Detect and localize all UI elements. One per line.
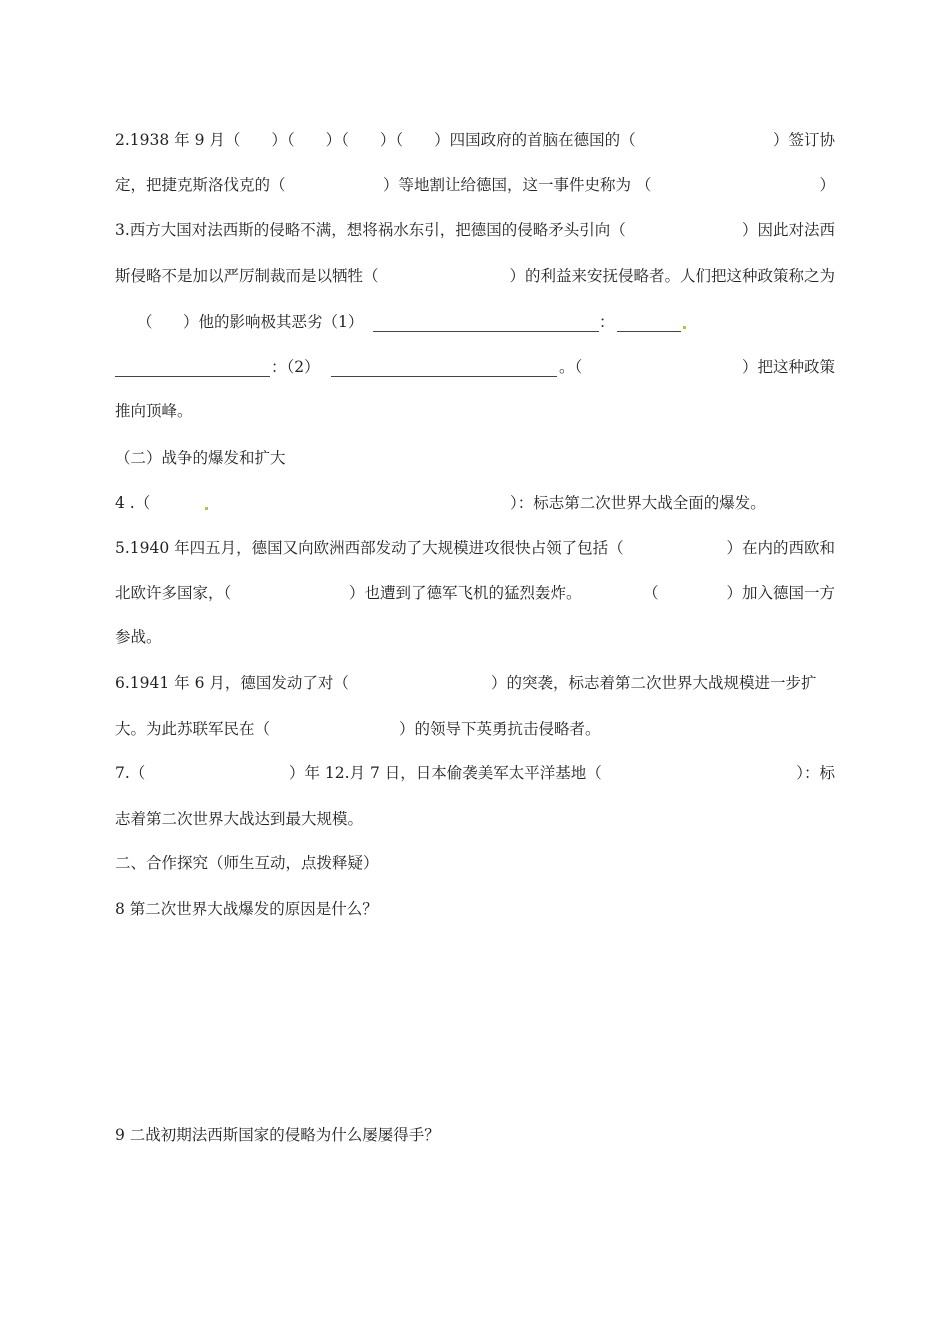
q4-text-a: 4 .（ (115, 494, 151, 512)
part-2-heading (115, 852, 835, 874)
q2-line-2 (115, 174, 835, 196)
q4-line (115, 492, 835, 514)
q2-text-b: ）签订协 (772, 131, 835, 149)
q5-text-e: （ (643, 584, 659, 602)
q3-blank-1[interactable] (373, 315, 599, 332)
q3-text-a: 3.西方大国对法西斯的侵略不满，想将祸水东引，把德国的侵略矛头引向（ (115, 221, 626, 239)
q3-line-5 (115, 400, 835, 422)
q5-text-a: 5.1940 年四五月，德国又向欧洲西部发动了大规模进攻很快占领了包括（ (115, 539, 624, 557)
q3-text-f: ）他的影响极其恶劣（1） (183, 313, 364, 331)
q2-text-c: 定，把捷克斯洛伐克的（ (115, 176, 286, 194)
q3-blank-4[interactable] (331, 360, 557, 377)
q3-text-e: （ (137, 313, 153, 331)
q8-text: 8 第二次世界大战爆发的原因是什么？ (115, 900, 378, 918)
q5-line-1 (115, 537, 835, 559)
q5-text-f: ）加入德国一方 (726, 584, 835, 602)
q6-text-d: ）的领导下英勇抗击侵略者。 (399, 720, 601, 738)
q7-line-2 (115, 808, 835, 830)
q7-text-a: 7.（ (115, 764, 146, 782)
q6-text-c: 大。为此苏联军民在（ (115, 720, 271, 738)
q4-text-b: ）：标志第二次世界大战全面的爆发。 (510, 494, 766, 512)
q9-text: 9 二战初期法西斯国家的侵略为什么屡屡得手？ (115, 1126, 440, 1144)
q3-line-2 (115, 265, 835, 287)
q5-text-b: ）在内的西欧和 (726, 539, 835, 557)
q3-text-i: 。（ (559, 358, 583, 376)
q5-text-g: 参战。 (115, 628, 162, 646)
q3-text-d: ）的利益来安抚侵略者。人们把这种政策称之为 (509, 267, 835, 285)
q5-text-d: ）也遭到了德军飞机的猛烈轰炸。 (349, 584, 582, 602)
q3-text-k: 推向顶峰。 (115, 402, 193, 420)
q7-text-d: 志着第二次世界大战达到最大规模。 (115, 810, 364, 828)
q3-line-1 (115, 219, 835, 241)
section-2-title: （二）战争的爆发和扩大 (115, 449, 286, 467)
q3-text-j: ）把这种政策 (741, 358, 835, 376)
q5-line-3 (115, 626, 835, 648)
q2-text-a: 2.1938 年 9 月（ ）（ ）（ ）（ ）四国政府的首脑在德国的（ (115, 131, 636, 149)
q3-text-b: ）因此对法西 (741, 221, 835, 239)
q3-blank-3[interactable] (115, 360, 270, 377)
part-2-title: 二、合作探究（师生互动，点拨释疑） (115, 854, 379, 872)
q6-line-2 (115, 718, 835, 740)
q5-line-2 (115, 582, 835, 604)
q3-line-3 (115, 311, 835, 333)
q3-text-h: ：（2） (271, 358, 320, 376)
section-2-heading (115, 447, 835, 469)
q2-text-d: ）等地割让给德国，这一事件史称为 （ (383, 176, 652, 194)
q6-text-b: ）的突袭，标志着第二次世界大战规模进一步扩 (491, 674, 817, 692)
q7-text-b: ）年 12.月 7 日，日本偷袭美军太平洋基地（ (289, 764, 602, 782)
q6-line-1 (115, 672, 835, 694)
q3-line-4 (115, 356, 835, 378)
q8-line (115, 898, 835, 920)
q7-line-1 (115, 762, 835, 784)
mark-dot (683, 326, 686, 329)
q9-line (115, 1124, 835, 1146)
q2-text-e: ） (819, 176, 835, 194)
q3-text-g: ： (599, 313, 615, 331)
q7-text-c: ）：标 (796, 764, 835, 782)
q5-text-c: 北欧许多国家，（ (115, 584, 232, 602)
q3-text-c: 斯侵略不是加以严厉制裁而是以牺牲（ (115, 267, 379, 285)
mark-dot (205, 507, 208, 510)
q2-line-1 (115, 129, 835, 151)
q6-text-a: 6.1941 年 6 月，德国发动了对（ (115, 674, 349, 692)
q3-blank-2[interactable] (617, 315, 681, 332)
